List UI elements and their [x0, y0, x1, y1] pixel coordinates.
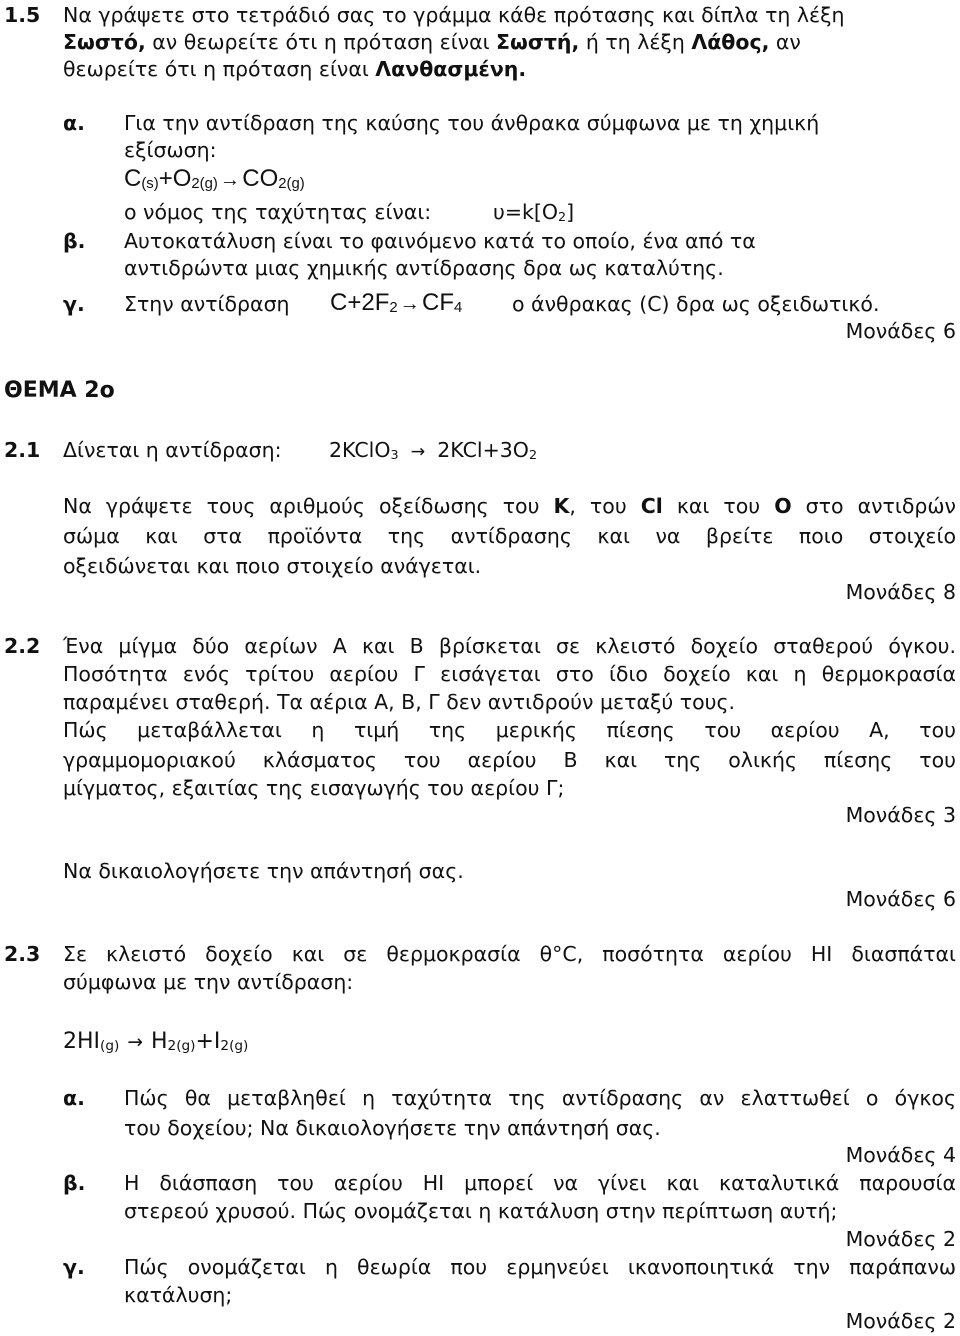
q2-2-line7: Να δικαιολογήσετε την απάντησή σας.	[63, 859, 464, 883]
marks-2-3-a: Μονάδες 4	[845, 1143, 956, 1167]
item-2-3-a-line2: του δοχείου; Να δικαιολογήσετε την απάντησή σας.	[124, 1116, 661, 1140]
question-number-2-2: 2.2	[4, 634, 41, 658]
item-a-line1: Για την αντίδραση της καύσης του άνθρακα σύμφωνα με τη χημική	[124, 111, 820, 135]
q2-3-line2: σύμφωνα με την αντίδραση:	[63, 970, 354, 994]
item-b-line1: Αυτοκατάλυση είναι το φαινόμενο κατά το οποίο, ένα από τα	[124, 229, 756, 253]
q2-3-line1: Σε κλειστό δοχείο και σε θερμοκρασία θ°C, ποσότητα αερίου HI διασπάται	[63, 942, 956, 966]
item-2-3-b-line2: στερεού χρυσού. Πώς ονομάζεται η κατάλυση στην περίπτωση αυτή;	[124, 1199, 838, 1223]
question-number-1-5: 1.5	[4, 3, 41, 27]
marks-2-2-first: Μονάδες 3	[845, 803, 956, 827]
item-label-a: α.	[63, 111, 85, 135]
q2-2-line4: Πώς μεταβάλλεται η τιμή της μερικής πίεσης του αερίου Α, του	[63, 718, 956, 742]
q2-2-line5: γραμμομοριακού κλάσματος του αερίου Β και της ολικής πίεσης του	[63, 748, 956, 772]
combustion-equation: $C_{(s)}+O_{2(g)}\to CO_{2(g)}$	[124, 165, 305, 193]
question-number-2-1: 2.1	[4, 438, 41, 462]
marks-1-5: Μονάδες 6	[845, 319, 956, 343]
q2-1-line1: Να γράψετε τους αριθμούς οξείδωσης του K, του Cl και του O στο αντιδρών	[63, 494, 957, 518]
arrow-icon: →	[410, 442, 426, 462]
arrow-icon: →	[399, 293, 421, 315]
q2-2-line3: παραμένει σταθερή. Τα αέρια Α, Β, Γ δεν αντιδρούν μεταξύ τους.	[63, 690, 736, 714]
q2-1-given: Δίνεται η αντίδραση:	[63, 438, 282, 462]
question-number-2-3: 2.3	[4, 942, 41, 966]
rate-law: $\upsilon=k[O_2]$	[493, 200, 575, 224]
item-2-3-b-line1: Η διάσπαση του αερίου HI μπορεί να γίνει και καταλυτικά παρουσία	[124, 1171, 956, 1195]
q2-2-line2: Ποσότητα ενός τρίτου αερίου Γ εισάγεται στο ίδιο δοχείο και η θερμοκρασία	[63, 662, 956, 686]
q1-5-intro-line3: θεωρείτε ότι η πρόταση είναι Λανθασμένη.	[63, 57, 527, 81]
decomposition-equation: 2KClO$_3$ → $2KCl+3O_2$	[329, 438, 538, 462]
q2-1-line2: σώμα και στα προϊόντα της αντίδρασης και να βρείτε ποιο στοιχείο	[63, 524, 956, 548]
item-2-3-label-b: β.	[63, 1171, 86, 1195]
q1-5-intro-line1: Να γράψετε στο τετράδιό σας το γράμμα κάθε πρότασης και δίπλα τη λέξη	[63, 3, 845, 27]
q2-1-line3: οξειδώνεται και ποιο στοιχείο ανάγεται.	[63, 554, 482, 578]
item-2-3-a-line1: Πώς θα μεταβληθεί η ταχύτητα της αντίδρασης αν ελαττωθεί ο όγκος	[124, 1086, 956, 1110]
item-2-3-label-a: α.	[63, 1086, 85, 1110]
marks-2-3-b: Μονάδες 2	[845, 1227, 956, 1251]
marks-2-1: Μονάδες 8	[845, 580, 956, 604]
q2-2-line1: Ένα μίγμα δύο αερίων Α και Β βρίσκεται σε κλειστό δοχείο σταθερού όγκου.	[63, 634, 956, 658]
item-2-3-label-g: γ.	[63, 1255, 85, 1279]
hi-decomposition-equation: $2HI_{(g)} \to H_{2(g)}+I_{2(g)}$	[63, 1029, 249, 1055]
item-a-line2: εξίσωση:	[124, 138, 217, 162]
item-2-3-g-line2: κατάλυση;	[124, 1283, 233, 1307]
item-b-line2: αντιδρώντα μιας χημικής αντίδρασης δρα ως καταλύτης.	[124, 256, 724, 280]
q2-2-line6: μίγματος, εξαιτίας της εισαγωγής του αερίου Γ;	[63, 776, 565, 800]
item-a-line4: ο νόμος της ταχύτητας είναι:	[124, 200, 432, 224]
item-g-post: ο άνθρακας (C) δρα ως οξειδωτικό.	[512, 292, 880, 316]
marks-2-2-second: Μονάδες 6	[845, 887, 956, 911]
q1-5-intro-line2: Σωστό, αν θεωρείτε ότι η πρόταση είναι Σωστή, ή τη λέξη Λάθος, αν	[63, 30, 801, 54]
item-g-pre: Στην αντίδραση	[124, 292, 290, 316]
arrow-icon: →	[127, 1032, 143, 1053]
arrow-icon: →	[219, 169, 241, 191]
item-2-3-g-line1: Πώς ονομάζεται η θεωρία που ερμηνεύει ικανοποιητικά την παράπανω	[124, 1255, 956, 1279]
fluorination-equation: $C+2F_2\to CF_4$	[330, 289, 463, 317]
item-label-g: γ.	[63, 292, 85, 316]
marks-2-3-g: Μονάδες 2	[845, 1309, 956, 1333]
item-label-b: β.	[63, 229, 86, 253]
theme-2-heading: ΘΕΜΑ 2ο	[4, 378, 115, 403]
